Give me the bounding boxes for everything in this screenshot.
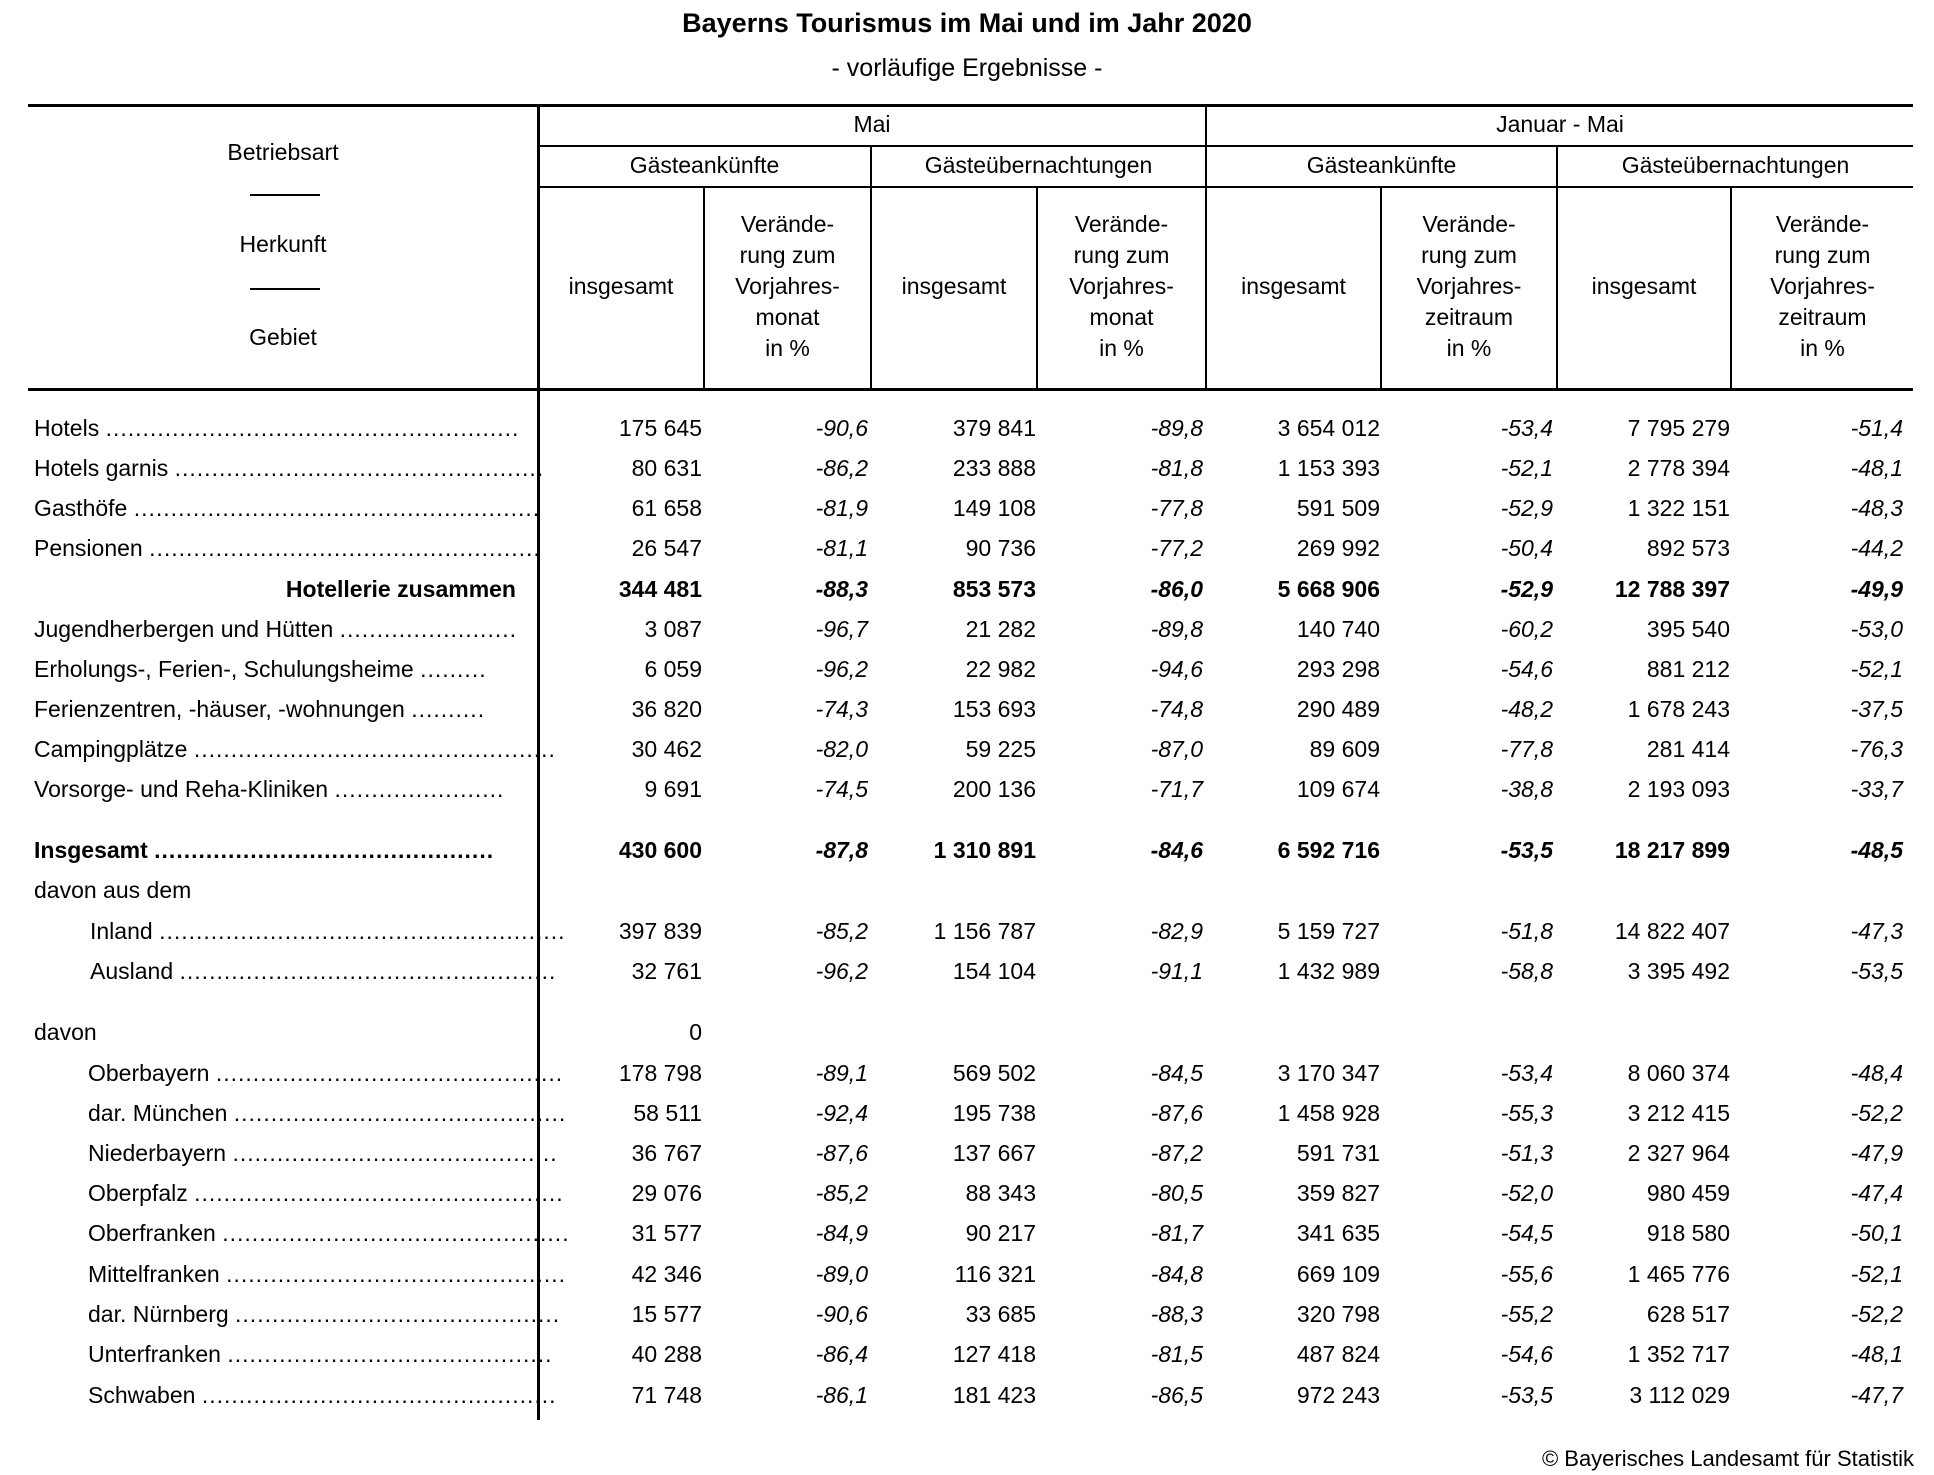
table-cell: 972 243 [1296,1382,1380,1408]
table-cell: 359 827 [1296,1180,1380,1206]
table-cell: 5 668 906 [1277,576,1380,602]
table-cell: -48,3 [1850,495,1903,521]
header-ankuenfte-jan: Gästeankünfte [1306,152,1457,178]
row-label: Inland ....................................................... [90,918,566,944]
row-label: dar. München ............................................. [88,1100,567,1126]
table-cell: -87,6 [815,1140,868,1166]
table-cell: -52,2 [1850,1100,1903,1126]
table-cell: 2 778 394 [1627,455,1730,481]
table-cell: 22 982 [965,656,1036,682]
table-cell: 3 112 029 [1629,1382,1730,1408]
table-cell: 9 691 [644,776,702,802]
table-cell: 5 159 727 [1277,918,1380,944]
table-cell: -48,1 [1850,1341,1903,1367]
header-change-2: Verände- rung zum Vorjahres- monat in % [1069,211,1174,361]
table-cell: -44,2 [1850,535,1903,561]
table-cell: 42 346 [631,1261,702,1287]
table-cell: 1 310 891 [933,837,1036,863]
table-cell: 3 395 492 [1627,958,1730,984]
table-cell: -90,6 [815,415,868,441]
table-cell: -47,7 [1850,1382,1903,1408]
table-cell: -96,2 [815,656,868,682]
table-cell: 61 658 [631,495,702,521]
table-cell: -81,7 [1150,1220,1203,1246]
table-cell: 395 540 [1646,616,1730,642]
table-cell: 154 104 [952,958,1036,984]
table-cell: -86,5 [1150,1382,1203,1408]
table-cell: -85,2 [815,918,868,944]
table-cell: -51,3 [1500,1140,1553,1166]
row-label: Schwaben ................................................ [88,1382,557,1408]
table-cell: 175 645 [618,415,702,441]
table-top-rule [28,104,1913,107]
row-label: Oberfranken ............................................... [88,1220,570,1246]
table-cell: -38,8 [1500,776,1553,802]
table-cell: -54,6 [1500,656,1553,682]
table-cell: 88 343 [965,1180,1036,1206]
table-cell: -90,6 [815,1301,868,1327]
table-cell: -86,4 [815,1341,868,1367]
table-cell: 1 352 717 [1627,1341,1730,1367]
table-cell: 1 153 393 [1277,455,1380,481]
stub-herkunft: Herkunft [239,231,327,257]
table-cell: 344 481 [618,576,702,602]
table-cell: -52,1 [1850,656,1903,682]
header-uebernachtungen-mai: Gästeübernachtungen [924,152,1153,178]
table-cell: 1 458 928 [1277,1100,1380,1126]
table-cell: -52,0 [1500,1180,1553,1206]
row-label: Oberbayern ............................................... [88,1060,564,1086]
table-cell: -47,4 [1850,1180,1903,1206]
table-cell: -37,5 [1850,696,1903,722]
table-cell: 397 839 [618,918,702,944]
row-label: Mittelfranken .............................................. [88,1261,567,1287]
table-cell: -48,5 [1850,837,1903,863]
table-cell: -54,6 [1500,1341,1553,1367]
table-cell: -74,3 [815,696,868,722]
table-cell: -60,2 [1500,616,1553,642]
table-cell: 290 489 [1296,696,1380,722]
table-cell: -87,2 [1150,1140,1203,1166]
table-cell: 109 674 [1296,776,1380,802]
header-insgesamt-1: insgesamt [568,273,674,299]
table-cell: 71 748 [631,1382,702,1408]
table-cell: 1 432 989 [1277,958,1380,984]
row-label: Vorsorge- und Reha-Kliniken ....................... [34,776,505,802]
table-cell: -53,5 [1500,837,1553,863]
stub-dash-1 [250,194,320,196]
table-cell: -85,2 [815,1180,868,1206]
table-cell: 892 573 [1646,535,1730,561]
table-cell: 1 322 151 [1627,495,1730,521]
table-cell: -51,4 [1850,415,1903,441]
table-cell: -48,2 [1500,696,1553,722]
table-cell: -49,9 [1850,576,1903,602]
col-divider-mai [870,145,872,390]
table-cell: 1 678 243 [1627,696,1730,722]
row-label: Jugendherbergen und Hütten ........................ [34,616,518,642]
row-label: Campingplätze ................................................. [34,736,556,762]
table-cell: -52,1 [1500,455,1553,481]
table-cell: 6 592 716 [1277,837,1380,863]
table-cell: 3 170 347 [1277,1060,1380,1086]
table-cell: 8 060 374 [1627,1060,1730,1086]
table-cell: -47,9 [1850,1140,1903,1166]
table-cell: 26 547 [631,535,702,561]
table-cell: -55,3 [1500,1100,1553,1126]
table-cell: 14 822 407 [1614,918,1730,944]
header-uebernachtungen-jan: Gästeübernachtungen [1621,152,1850,178]
table-cell: 1 156 787 [933,918,1036,944]
header-change-1: Verände- rung zum Vorjahres- monat in % [735,211,840,361]
table-cell: -92,4 [815,1100,868,1126]
table-cell: 569 502 [952,1060,1036,1086]
header-insgesamt-4: insgesamt [1591,273,1697,299]
table-cell: -88,3 [1150,1301,1203,1327]
table-cell: 32 761 [631,958,702,984]
table-cell: 200 136 [952,776,1036,802]
header-rule-2 [538,186,1913,188]
table-cell: -86,0 [1150,576,1203,602]
table-cell: -52,9 [1500,576,1553,602]
table-cell: 6 059 [644,656,702,682]
table-cell: 269 992 [1296,535,1380,561]
table-cell: 21 282 [965,616,1036,642]
table-cell: -89,0 [815,1261,868,1287]
table-cell: 980 459 [1646,1180,1730,1206]
table-cell: 178 798 [618,1060,702,1086]
table-cell: -84,6 [1150,837,1203,863]
table-cell: -55,6 [1500,1261,1553,1287]
table-cell: -84,5 [1150,1060,1203,1086]
table-cell: 181 423 [952,1382,1036,1408]
table-cell: 918 580 [1646,1220,1730,1246]
table-cell: 36 767 [631,1140,702,1166]
table-cell: -74,8 [1150,696,1203,722]
period-divider [1205,104,1207,390]
row-label: Gasthöfe ....................................................... [34,495,541,521]
table-cell: 881 212 [1646,656,1730,682]
table-cell: -88,3 [815,576,868,602]
header-bottom-rule [28,388,1913,391]
table-cell: -96,2 [815,958,868,984]
header-januar-mai: Januar - Mai [1496,111,1624,137]
table-cell: -77,2 [1150,535,1203,561]
table-cell: 30 462 [631,736,702,762]
table-cell: 293 298 [1296,656,1380,682]
table-cell: -94,6 [1150,656,1203,682]
table-cell: 89 609 [1309,736,1380,762]
table-cell: -71,7 [1150,776,1203,802]
table-cell: 591 731 [1296,1140,1380,1166]
table-cell: 137 667 [952,1140,1036,1166]
copyright-footer: © Bayerisches Landesamt für Statistik [1541,1446,1914,1471]
table-cell: -76,3 [1850,736,1903,762]
table-cell: 31 577 [631,1220,702,1246]
table-cell: -81,1 [815,535,868,561]
table-cell: -87,8 [815,837,868,863]
row-label: Pensionen ..................................................... [34,535,541,561]
row-label: Erholungs-, Ferien-, Schulungsheime ......... [34,656,487,682]
header-insgesamt-2: insgesamt [901,273,1007,299]
table-cell: 853 573 [952,576,1036,602]
table-cell: -33,7 [1850,776,1903,802]
row-label: Niederbayern ............................................ [88,1140,558,1166]
table-cell: -87,0 [1150,736,1203,762]
table-cell: 1 465 776 [1627,1261,1730,1287]
page-subtitle: - vorläufige Ergebnisse - [831,54,1103,82]
stub-gebiet: Gebiet [249,324,317,350]
table-cell: -89,1 [815,1060,868,1086]
table-cell: 3 212 415 [1627,1100,1730,1126]
table-cell: 58 511 [633,1100,702,1126]
table-cell: -87,6 [1150,1100,1203,1126]
header-rule-1 [538,145,1913,147]
header-ankuenfte-mai: Gästeankünfte [629,152,780,178]
table-cell: 29 076 [631,1180,702,1206]
table-cell: 341 635 [1296,1220,1380,1246]
table-cell: 0 [689,1019,702,1045]
table-cell: -81,9 [815,495,868,521]
table-cell: 2 327 964 [1627,1140,1730,1166]
table-cell: 59 225 [965,736,1036,762]
table-cell: -52,9 [1500,495,1553,521]
row-label: Unterfranken ............................................ [88,1341,553,1367]
header-change-3: Verände- rung zum Vorjahres- zeitraum in % [1416,211,1522,361]
table-cell: 15 577 [631,1301,702,1327]
table-cell: -48,4 [1850,1060,1903,1086]
table-cell: 149 108 [952,495,1036,521]
table-cell: -89,8 [1150,415,1203,441]
row-label: Oberpfalz .................................................. [88,1180,564,1206]
table-cell: -86,1 [815,1382,868,1408]
table-cell: 36 820 [631,696,702,722]
table-cell: 153 693 [952,696,1036,722]
table-cell: -84,8 [1150,1261,1203,1287]
table-cell: 3 087 [644,616,702,642]
table-cell: 12 788 397 [1614,576,1730,602]
table-cell: 320 798 [1296,1301,1380,1327]
table-cell: 116 321 [954,1261,1036,1287]
table-cell: 2 193 093 [1627,776,1730,802]
table-cell: -53,4 [1500,415,1553,441]
table-cell: 40 288 [631,1341,702,1367]
stub-dash-2 [250,288,320,290]
table-cell: 127 418 [952,1341,1036,1367]
table-cell: -50,1 [1850,1220,1903,1246]
table-cell: 669 109 [1296,1261,1380,1287]
table-cell: -53,4 [1500,1060,1553,1086]
row-label: Hotellerie zusammen [285,576,516,602]
row-label: Insgesamt .............................................. [34,837,495,863]
table-cell: -48,1 [1850,455,1903,481]
table-cell: -80,5 [1150,1180,1203,1206]
table-cell: -54,5 [1500,1220,1553,1246]
table-cell: -89,8 [1150,616,1203,642]
header-insgesamt-3: insgesamt [1241,273,1346,299]
table-cell: 90 736 [965,535,1036,561]
table-cell: 430 600 [618,837,702,863]
table-cell: 487 824 [1296,1341,1380,1367]
table-cell: -82,9 [1150,918,1203,944]
row-label: Hotels ........................................................ [34,415,520,441]
table-cell: 379 841 [952,415,1036,441]
table-cell: -84,9 [815,1220,868,1246]
table-cell: -58,8 [1500,958,1553,984]
table-cell: 195 738 [952,1100,1036,1126]
table-cell: -74,5 [815,776,868,802]
table-cell: -53,5 [1500,1382,1553,1408]
header-mai: Mai [853,111,891,137]
stub-betriebsart: Betriebsart [227,139,339,165]
table-cell: -52,2 [1850,1301,1903,1327]
table-cell: 628 517 [1646,1301,1730,1327]
row-label: davon aus dem [34,877,192,903]
table-cell: -96,7 [815,616,868,642]
table-cell: 591 509 [1296,495,1380,521]
table-cell: -91,1 [1150,958,1203,984]
header-change-4: Verände- rung zum Vorjahres- zeitraum in % [1770,211,1875,361]
table-cell: 281 414 [1646,736,1730,762]
table-cell: 140 740 [1296,616,1380,642]
col-divider-jan [1556,145,1558,390]
table-cell: -81,5 [1150,1341,1203,1367]
table-cell: 18 217 899 [1614,837,1730,863]
table-cell: -50,4 [1500,535,1553,561]
table-cell: -82,0 [815,736,868,762]
table-cell: -77,8 [1500,736,1553,762]
page-title: Bayerns Tourismus im Mai und im Jahr 2020 [682,8,1252,38]
table-cell: -53,0 [1850,616,1903,642]
table-cell: -55,2 [1500,1301,1553,1327]
table-cell: 7 795 279 [1627,415,1730,441]
table-cell: 3 654 012 [1277,415,1380,441]
table-cell: 80 631 [631,455,702,481]
table-cell: -51,8 [1500,918,1553,944]
table-cell: -77,8 [1150,495,1203,521]
table-cell: 233 888 [952,455,1036,481]
table-cell: -81,8 [1150,455,1203,481]
row-label: dar. Nürnberg ............................................ [88,1301,561,1327]
table-cell: 90 217 [965,1220,1036,1246]
row-label: davon [34,1019,97,1045]
row-label: Ausland ................................................... [90,958,557,984]
row-label: Ferienzentren, -häuser, -wohnungen .......... [34,696,486,722]
row-label: Hotels garnis .................................................. [34,455,545,481]
table-cell: -47,3 [1850,918,1903,944]
table-cell: -86,2 [815,455,868,481]
table-cell: -52,1 [1850,1261,1903,1287]
table-cell: 33 685 [965,1301,1036,1327]
table-cell: -53,5 [1850,958,1903,984]
